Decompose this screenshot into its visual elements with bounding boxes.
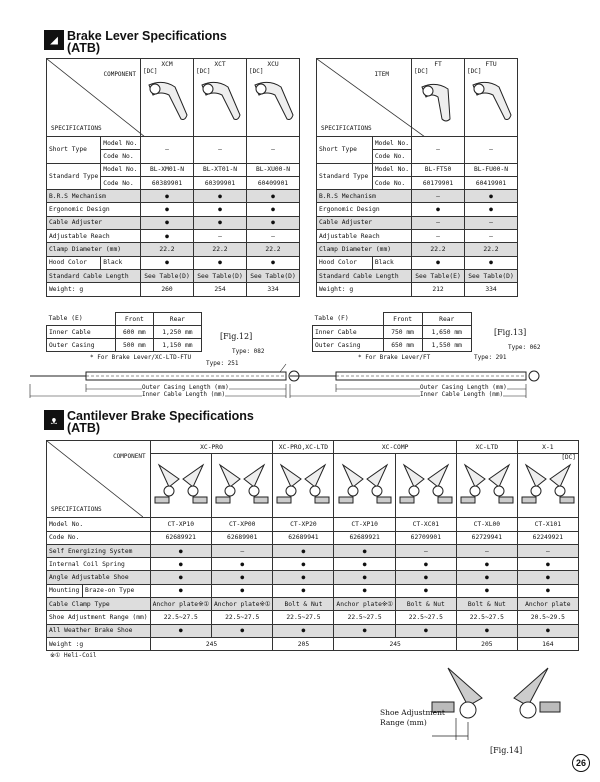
cell: 20.5~29.5 <box>517 611 578 624</box>
brake-img-cell <box>273 454 334 518</box>
cell: ● <box>456 571 517 584</box>
cell: Bolt & Nut <box>273 598 334 611</box>
cell: ● <box>334 544 395 557</box>
cell: ● <box>517 571 578 584</box>
cell: See Table(D) <box>141 269 194 282</box>
dc-label: [DC] <box>561 454 576 462</box>
rear-header: Rear <box>153 313 201 326</box>
clamp-label: Clamp Diameter (mm) <box>47 243 141 256</box>
outer-casing-label: Outer Casing <box>313 339 384 352</box>
brake-img-cell <box>517 454 578 518</box>
brake-lever-illustration <box>196 75 244 127</box>
cell: ● <box>247 190 300 203</box>
cell: ● <box>247 203 300 216</box>
component-label: COMPONENT <box>113 453 146 460</box>
cell: 600 mm <box>115 326 153 339</box>
dc-label: [DC] <box>143 68 158 75</box>
outer-casing-label: Outer Casing <box>47 339 116 352</box>
brake-img-cell <box>395 454 456 518</box>
cell: ● <box>150 558 211 571</box>
reach-label: Adjustable Reach <box>47 230 141 243</box>
cell: CT-XP10 <box>150 518 211 531</box>
brake-lever-heading <box>44 30 227 54</box>
short-type-label: Short Type <box>317 137 373 164</box>
model-name: FT <box>434 61 442 68</box>
cell: 62249921 <box>517 531 578 544</box>
cell: 334 <box>465 283 518 296</box>
cell: ● <box>395 584 456 597</box>
cell: ● <box>517 558 578 571</box>
weight-label: Weight :g <box>47 637 151 650</box>
outer-length-label: Outer Casing Length (mm) <box>420 384 507 391</box>
cell: ● <box>194 190 247 203</box>
group-header: XC-LTD <box>456 441 517 454</box>
cell: ● <box>273 558 334 571</box>
cell: BL-XM01-N <box>141 163 194 176</box>
cell: See Table(D) <box>465 269 518 282</box>
heli-coil-footnote: ※① Heli-Coil <box>50 652 97 659</box>
fig13-type1: Type: 062 <box>508 344 541 351</box>
group-header: XC-COMP <box>334 441 456 454</box>
model-label: Model No. <box>47 518 151 531</box>
code-no-label: Code No. <box>372 176 411 189</box>
cell: See Table(D) <box>247 269 300 282</box>
cell: 22.5~27.5 <box>395 611 456 624</box>
cantilever-subtitle: (ATB) <box>67 421 101 435</box>
fig12-type2: Type: 251 <box>206 360 239 367</box>
inner-cable-label: Inner Cable <box>47 326 116 339</box>
cantilever-brake-illustration <box>153 457 209 513</box>
hood-color-value: Black <box>101 256 141 269</box>
cantilever-brake-icon: ᴥ <box>44 410 64 430</box>
cell: ● <box>456 624 517 637</box>
cell: Anchor plate※① <box>334 598 395 611</box>
brake-img-cell <box>456 454 517 518</box>
code-label: Code No. <box>47 531 151 544</box>
cell: — <box>412 190 465 203</box>
code-no-label: Code No. <box>101 176 141 189</box>
cantilever-title: Cantilever Brake Specifications <box>67 409 254 423</box>
cell: ● <box>212 571 273 584</box>
cell: 62689941 <box>273 531 334 544</box>
brake-img-cell <box>150 454 211 518</box>
cell: 60409901 <box>247 176 300 189</box>
model-no-label: Model No. <box>372 137 411 150</box>
corner-cell <box>317 59 412 137</box>
cantilever-heading <box>44 410 254 434</box>
bicycle-brake-icon: ◢ <box>44 30 64 50</box>
cell: 60389901 <box>141 176 194 189</box>
cell: — <box>412 230 465 243</box>
cell: Anchor plate※① <box>212 598 273 611</box>
cell: See Table(E) <box>412 269 465 282</box>
corner-cell <box>47 59 141 137</box>
cell: 750 mm <box>383 326 422 339</box>
cell: 60399901 <box>194 176 247 189</box>
brs-label: B.R.S Mechanism <box>317 190 412 203</box>
cell: — <box>465 230 518 243</box>
clamp-label: Cable Clamp Type <box>47 598 151 611</box>
cantilever-table <box>46 440 579 651</box>
clamp-label: Clamp Diameter (mm) <box>317 243 412 256</box>
angle-label: Angle Adjustable Shoe <box>47 571 151 584</box>
cell: — <box>456 544 517 557</box>
model-name: XCU <box>267 61 279 68</box>
hood-label: Hood Color <box>47 256 101 269</box>
cell: — <box>465 137 518 164</box>
group-header: X-1 <box>517 441 578 454</box>
brs-label: B.R.S Mechanism <box>47 190 141 203</box>
model-no-label: Model No. <box>101 163 141 176</box>
cable-adjuster-label: Cable Adjuster <box>47 216 141 229</box>
group-header: XC-PRO <box>150 441 273 454</box>
cell: ● <box>141 256 194 269</box>
brake-lever-illustration <box>143 75 191 127</box>
model-no-label: Model No. <box>101 137 141 150</box>
coil-label: Internal Coil Spring <box>47 558 151 571</box>
dc-label: [DC] <box>196 68 211 75</box>
cantilever-brake-illustration <box>275 457 331 513</box>
fig13-type2: Type: 291 <box>474 354 507 361</box>
cell: ● <box>456 584 517 597</box>
item-label: ITEM <box>374 71 389 78</box>
cell: — <box>395 544 456 557</box>
table-f <box>312 312 472 352</box>
model-name: XCT <box>214 61 226 68</box>
model-no-label: Model No. <box>372 163 411 176</box>
cell: 62689901 <box>212 531 273 544</box>
cell: ● <box>334 558 395 571</box>
cell: CT-XP00 <box>212 518 273 531</box>
cell: 22.2 <box>141 243 194 256</box>
brake-lever-table-right <box>316 58 518 297</box>
cell: Anchor plate <box>517 598 578 611</box>
cell: ● <box>212 558 273 571</box>
cable-length-label: Standard Cable Length <box>47 269 141 282</box>
shoe-adj-label-2: Range (mm) <box>380 718 427 727</box>
cell: ● <box>334 584 395 597</box>
cell: ● <box>517 624 578 637</box>
cell: 212 <box>412 283 465 296</box>
cell: ● <box>273 584 334 597</box>
cell: 60179901 <box>412 176 465 189</box>
cell: 500 mm <box>115 339 153 352</box>
cell: CT-XC01 <box>395 518 456 531</box>
all-weather-label: All Weather Brake Shoe <box>47 624 151 637</box>
self-energizing-label: Self Energizing System <box>47 544 151 557</box>
cell: 62729941 <box>456 531 517 544</box>
cell: ● <box>465 203 518 216</box>
cell: ● <box>517 584 578 597</box>
specifications-label: SPECIFICATIONS <box>321 125 372 132</box>
brake-img-cell <box>212 454 273 518</box>
cell: — <box>194 230 247 243</box>
ergo-label: Ergonomic Design <box>317 203 412 216</box>
front-header: Front <box>383 313 422 326</box>
specifications-label: SPECIFICATIONS <box>51 125 102 132</box>
cell: BL-XU00-N <box>247 163 300 176</box>
cell: — <box>141 137 194 164</box>
cell: — <box>412 216 465 229</box>
model-header-xcu <box>247 59 300 137</box>
cell: 22.5~27.5 <box>150 611 211 624</box>
weight-label: Weight: g <box>47 283 141 296</box>
mounting-label: Mounting <box>47 584 83 597</box>
cell: Anchor plate※① <box>150 598 211 611</box>
cell: 60419901 <box>465 176 518 189</box>
cable-length-label: Standard Cable Length <box>317 269 412 282</box>
inner-length-label: Inner Cable Length (mm) <box>142 391 226 398</box>
code-no-label: Code No. <box>372 150 411 163</box>
cantilever-brake-illustration <box>520 461 576 509</box>
cell: ● <box>141 216 194 229</box>
table-f-title: Table (F) <box>314 315 349 323</box>
cell: 650 mm <box>383 339 422 352</box>
hood-label: Hood Color <box>317 256 373 269</box>
cantilever-brake-illustration <box>398 457 454 513</box>
brake-lever-subtitle: (ATB) <box>67 41 101 55</box>
cell: ● <box>194 256 247 269</box>
cell: 22.2 <box>194 243 247 256</box>
hood-color-value: Black <box>372 256 411 269</box>
table-e-title: Table (E) <box>48 315 83 323</box>
cell: BL-FU00-N <box>465 163 518 176</box>
cell: ● <box>465 190 518 203</box>
component-label: COMPONENT <box>103 71 136 78</box>
fig13-note: * For Brake Lever/FT <box>358 354 431 361</box>
weight-label: Weight: g <box>317 283 412 296</box>
inner-cable-label: Inner Cable <box>313 326 384 339</box>
reach-label: Adjustable Reach <box>317 230 412 243</box>
cell: ● <box>194 216 247 229</box>
fig12-note: * For Brake Lever/XC-LTD-FTU <box>90 354 192 361</box>
cell: 22.5~27.5 <box>456 611 517 624</box>
cell: 22.5~27.5 <box>273 611 334 624</box>
cell: 205 <box>273 637 334 650</box>
ergo-label: Ergonomic Design <box>47 203 141 216</box>
corner-cell <box>47 441 151 518</box>
cell: — <box>247 137 300 164</box>
cell: ● <box>273 544 334 557</box>
cell: ● <box>150 624 211 637</box>
model-name: FTU <box>485 61 497 68</box>
cell: ● <box>412 203 465 216</box>
shoe-adj-label-1: Shoe Adjustment <box>380 708 445 717</box>
front-header: Front <box>115 313 153 326</box>
dc-label: [DC] <box>414 68 429 75</box>
cell: ● <box>273 571 334 584</box>
brake-lever-illustration <box>249 75 297 127</box>
cell: ● <box>150 584 211 597</box>
brake-img-cell <box>334 454 395 518</box>
cell: ● <box>412 256 465 269</box>
cell: ● <box>150 544 211 557</box>
cell: 22.2 <box>247 243 300 256</box>
cell: 205 <box>456 637 517 650</box>
table-e <box>46 312 202 352</box>
cell: ● <box>334 571 395 584</box>
outer-length-label: Outer Casing Length (mm) <box>142 384 229 391</box>
standard-type-label: Standard Type <box>47 163 101 190</box>
cell: 164 <box>517 637 578 650</box>
cell: 1,650 mm <box>422 326 472 339</box>
cantilever-brake-illustration <box>214 457 270 513</box>
cell: BL-XT01-N <box>194 163 247 176</box>
shoe-adj-label: Shoe Adjustment Range (mm) <box>47 611 151 624</box>
cell: — <box>212 544 273 557</box>
cell: 1,150 mm <box>153 339 201 352</box>
cell: 334 <box>247 283 300 296</box>
cell: 245 <box>334 637 456 650</box>
cell: — <box>412 137 465 164</box>
cell: 22.2 <box>465 243 518 256</box>
fig12-type1: Type: 082 <box>232 348 265 355</box>
cell: CT-XP20 <box>273 518 334 531</box>
fig13-label: [Fig.13] <box>494 328 527 337</box>
fig12-label: [Fig.12] <box>220 332 253 341</box>
cell: 22.5~27.5 <box>212 611 273 624</box>
dc-label: [DC] <box>467 68 482 75</box>
group-header: XC-PRO,XC-LTD <box>273 441 334 454</box>
cell: CT-X101 <box>517 518 578 531</box>
inner-length-label: Inner Cable Length (mm) <box>420 391 504 398</box>
cell: ● <box>395 624 456 637</box>
cell: — <box>517 544 578 557</box>
cell: CT-XP10 <box>334 518 395 531</box>
cell: ● <box>212 624 273 637</box>
cell: ● <box>247 216 300 229</box>
cell: ● <box>141 230 194 243</box>
cantilever-brake-illustration <box>459 457 515 513</box>
cell: ● <box>395 558 456 571</box>
cell: 260 <box>141 283 194 296</box>
brake-lever-title: Brake Lever Specifications <box>67 29 227 43</box>
braze-label: Braze-on Type <box>83 584 151 597</box>
dc-label: [DC] <box>249 68 264 75</box>
cell: ● <box>273 624 334 637</box>
cell: 1,250 mm <box>153 326 201 339</box>
standard-type-label: Standard Type <box>317 163 373 190</box>
cell: ● <box>334 624 395 637</box>
cell: ● <box>141 203 194 216</box>
cell: ● <box>141 190 194 203</box>
cell: ● <box>194 203 247 216</box>
fig14-shoe-adjustment-diagram <box>372 662 562 742</box>
cell: ● <box>395 571 456 584</box>
specifications-label: SPECIFICATIONS <box>51 506 102 514</box>
code-no-label: Code No. <box>101 150 141 163</box>
cell: Bolt & Nut <box>456 598 517 611</box>
cell: Bolt & Nut <box>395 598 456 611</box>
cell: ● <box>212 584 273 597</box>
brake-lever-table-left <box>46 58 300 297</box>
cell: 254 <box>194 283 247 296</box>
cell: 62689921 <box>150 531 211 544</box>
model-header-ftu <box>465 59 518 137</box>
cell: ● <box>456 558 517 571</box>
cell: BL-FT50 <box>412 163 465 176</box>
cell: ● <box>150 571 211 584</box>
short-type-label: Short Type <box>47 137 101 164</box>
cell: — <box>247 230 300 243</box>
cell: — <box>194 137 247 164</box>
cell: ● <box>465 256 518 269</box>
cell: 1,550 mm <box>422 339 472 352</box>
cell: — <box>465 216 518 229</box>
fig14-label: [Fig.14] <box>490 746 523 755</box>
cell: See Table(D) <box>194 269 247 282</box>
cell: 22.2 <box>412 243 465 256</box>
cell: 22.5~27.5 <box>334 611 395 624</box>
cell: 62689921 <box>334 531 395 544</box>
model-header-xct <box>194 59 247 137</box>
cell: CT-XL00 <box>456 518 517 531</box>
page-number: 26 <box>572 754 590 772</box>
model-header-xcm <box>141 59 194 137</box>
cell: 245 <box>150 637 273 650</box>
cable-adjuster-label: Cable Adjuster <box>317 216 412 229</box>
cantilever-brake-illustration <box>337 457 393 513</box>
model-name: XCM <box>161 61 173 68</box>
brake-lever-illustration <box>467 75 515 127</box>
cell: ● <box>247 256 300 269</box>
cell: 62709901 <box>395 531 456 544</box>
rear-header: Rear <box>422 313 472 326</box>
